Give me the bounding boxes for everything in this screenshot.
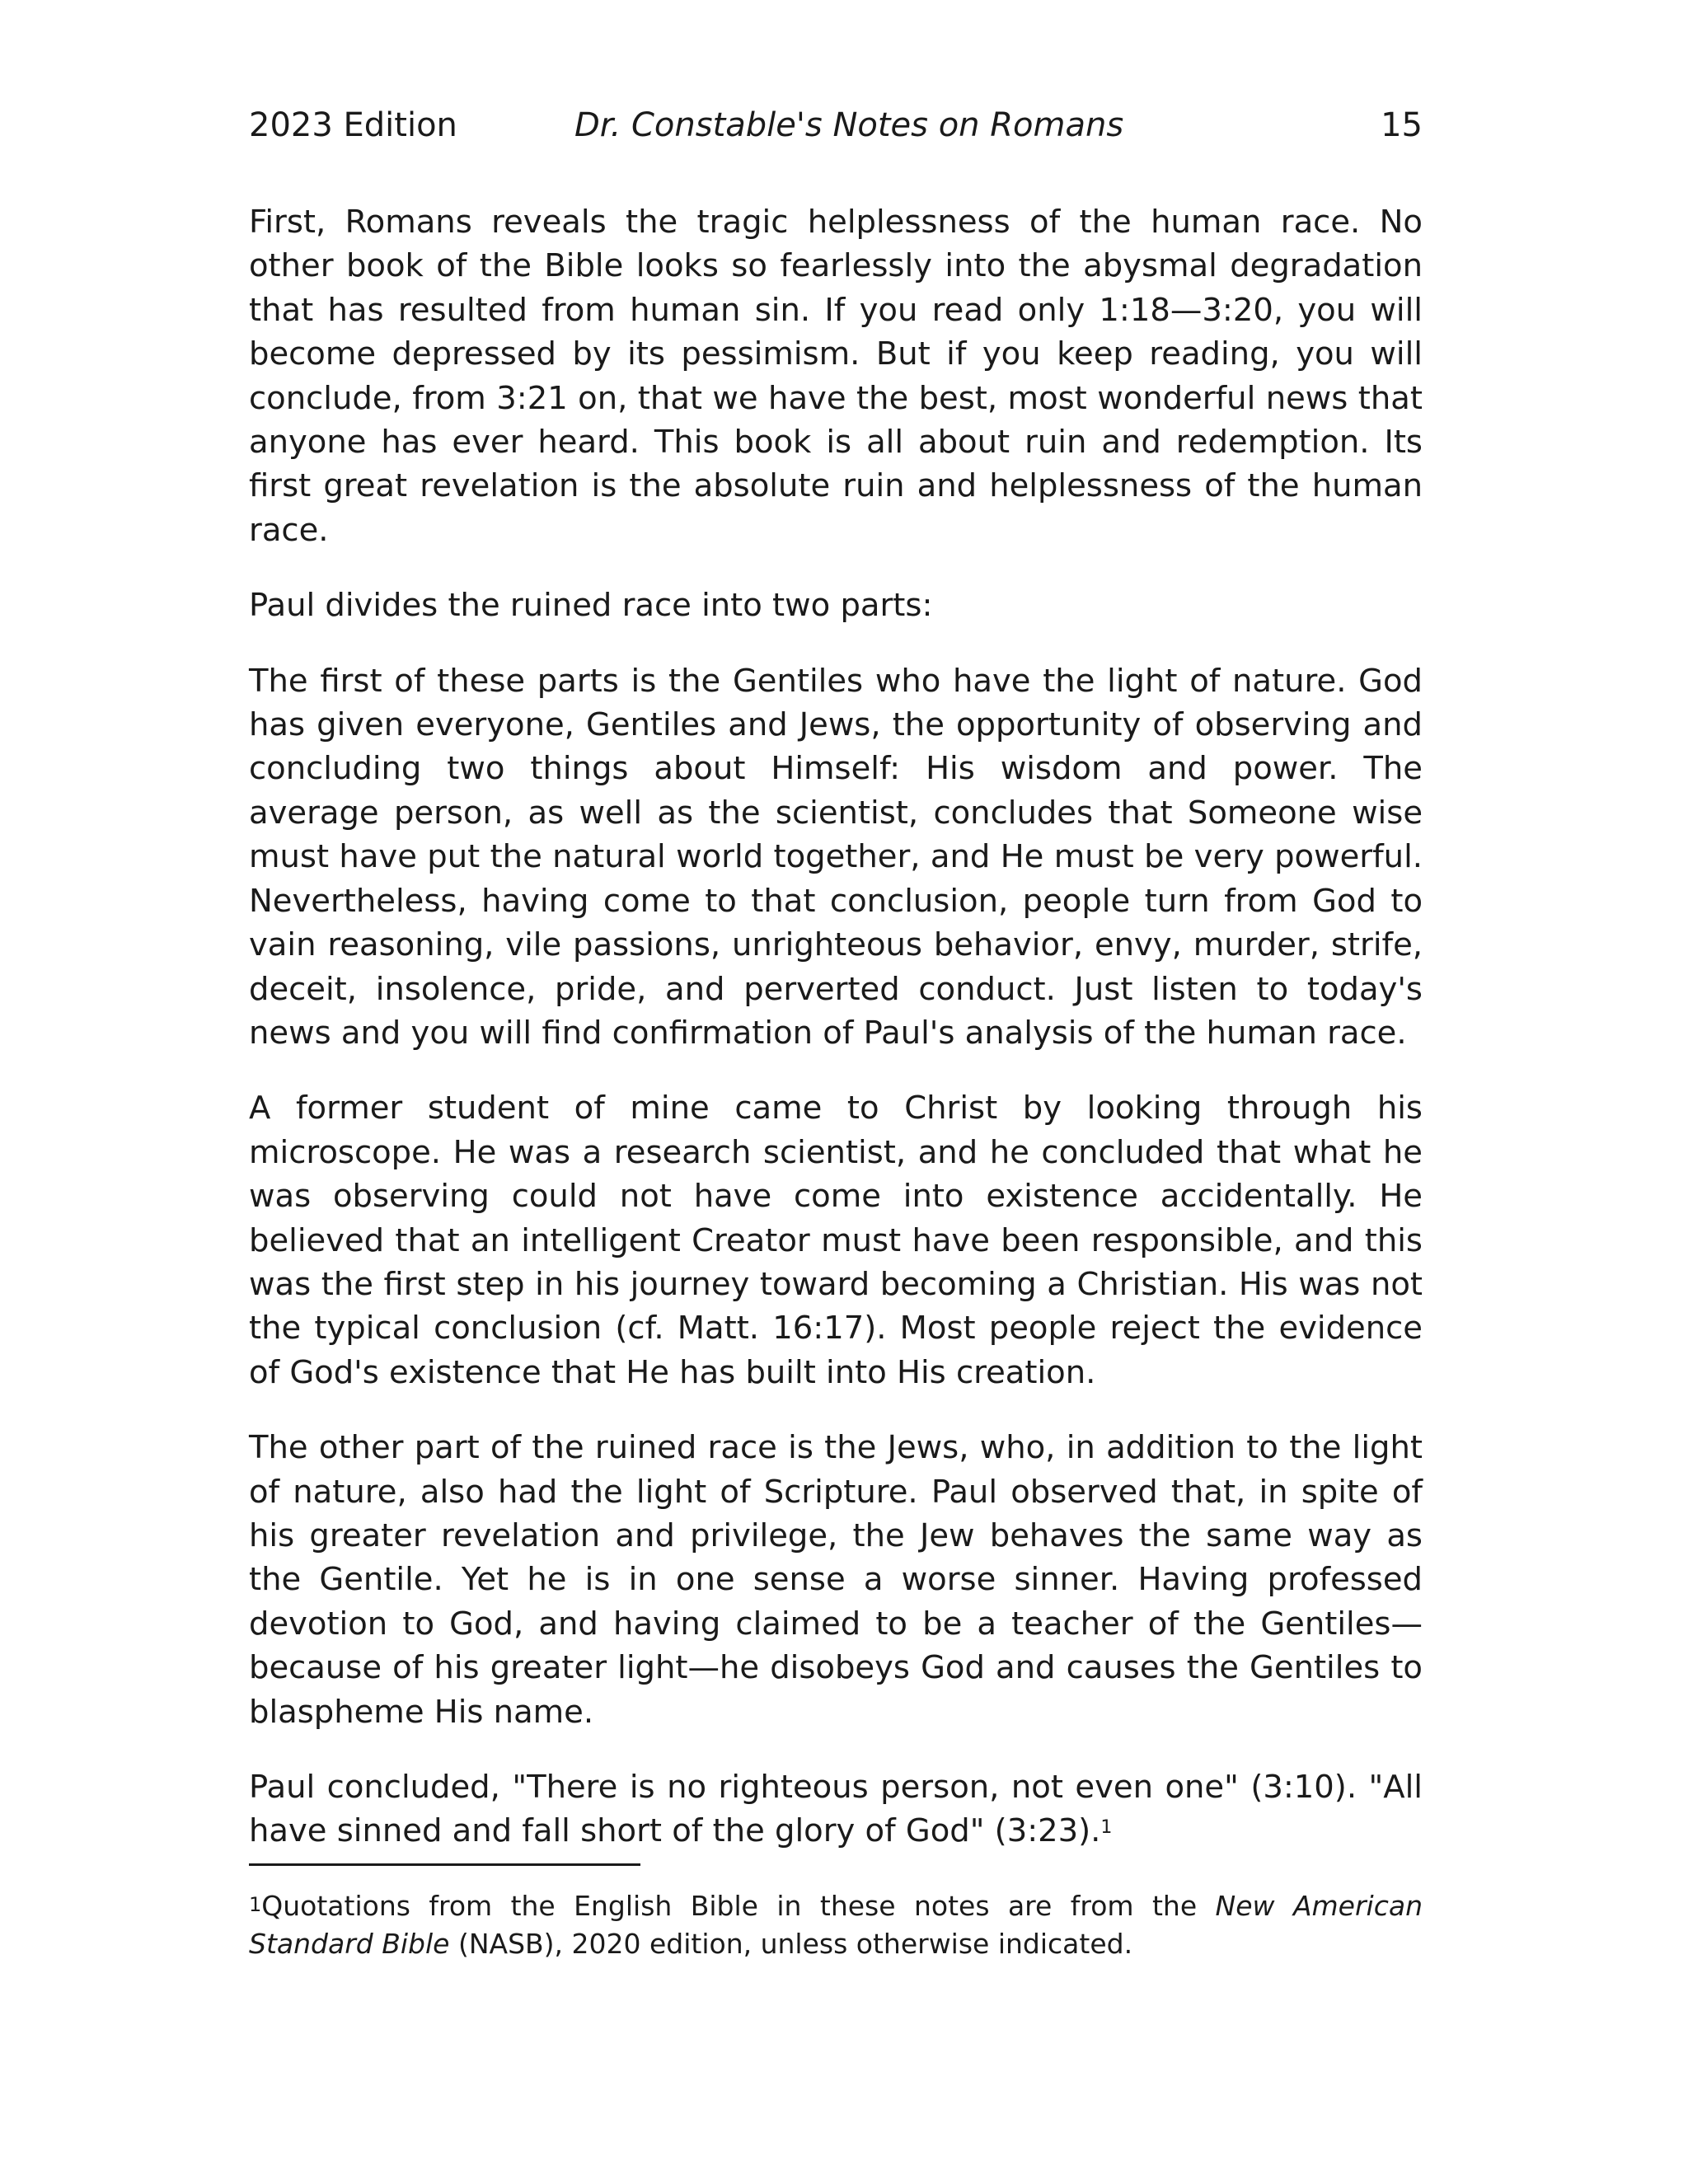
footnote-divider (249, 1863, 640, 1866)
footnote-text-after: (NASB), 2020 edition, unless otherwise indicated. (449, 1928, 1133, 1960)
footnote-italic-title-1: New American Standard (249, 1890, 1423, 1960)
page-number: 15 (1381, 106, 1423, 144)
header-title: Dr. Constable's Notes on Romans (574, 106, 1124, 144)
footnote-marker: 1 (249, 1893, 262, 1916)
footnote-reference[interactable]: 1 (1100, 1817, 1113, 1839)
paragraph-student-microscope: A former student of mine came to Christ by looking through his microscope. He was a research scientist, and he concluded that what he was observing could not have come into existence accidentally. He believed that an intelligent Creator must have been responsible, and this was the first step in his journey toward becoming a Christian. His was not the typical conclusion (cf. Matt. 16:17). Most people reject the evidence of God's existence that He has built into His creation. (249, 1090, 1423, 1391)
body-text (249, 200, 1423, 1885)
paragraph-conclusion-text: Paul concluded, "There is no righteous person, not even one" (3:10). "All have sinned and fall short of the glory of God" (3:23). (249, 1769, 1423, 1850)
header-edition: 2023 Edition (249, 106, 457, 144)
footnote-italic-title-2: Bible (382, 1928, 450, 1960)
paragraph-two-parts: Paul divides the ruined race into two parts: (249, 587, 933, 625)
paragraph-jews: The other part of the ruined race is the Jews, who, in addition to the light of nature, also had the light of Scripture. Paul observed that, in spite of his greater revelation and privilege, the Jew behaves the same way as the Gentile. Yet he is in one sense a worse sinner. Having professed devotion to God, and having claimed to be a teacher of the Gentiles—because of his greater light—he disobeys God and causes the Gentiles to blaspheme His name. (249, 1429, 1423, 1731)
footnote-space (373, 1928, 382, 1960)
running-header (249, 104, 1423, 153)
paragraph-gentiles: The first of these parts is the Gentiles who have the light of nature. God has given everyone, Gentiles and Jews, the opportunity of observing and concluding two things about Himself: His wisdom and power. The average person, as well as the scientist, concludes that Someone wise must have put the natural world together, and He must be very powerful. Nevertheless, having come to that conclusion, people turn from God to vain reasoning, vile passions, unrighteous behavior, envy, murder, strife, deceit, insolence, pride, and perverted conduct. Just listen to today's news and you will find confirmation of Paul's analysis of the human race. (249, 662, 1423, 1052)
footnote (249, 1887, 1423, 1963)
paragraph-ruin-helplessness: First, Romans reveals the tragic helplessness of the human race. No other book of the Bible looks so fearlessly into the abysmal degradation that has resulted from human sin. If you read only 1:18—3:20, you will become depressed by its pessimism. But if you keep reading, you will conclude, from 3:21 on, that we have the best, most wonderful news that anyone has ever heard. This book is all about ruin and redemption. Its first great revelation is the absolute ruin and helplessness of the human race. (249, 204, 1423, 549)
footnote-text-before: Quotations from the English Bible in these notes are from the (261, 1890, 1216, 1922)
paragraph-conclusion (249, 1765, 1423, 1854)
